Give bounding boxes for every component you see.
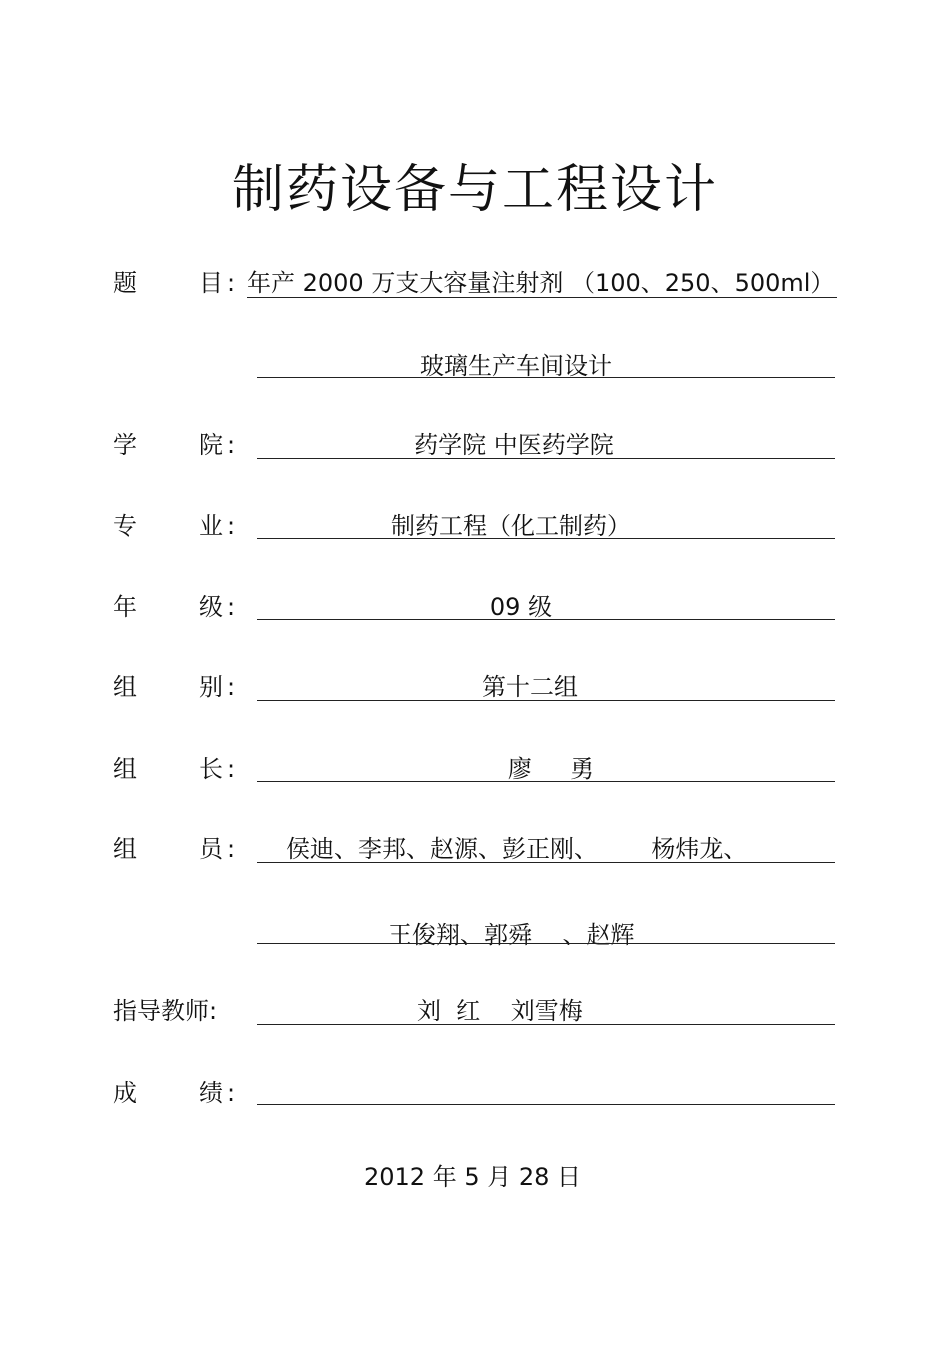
advisor-label-text: 指导教师: [113, 997, 218, 1025]
members-value-line1: 侯迪、李邦、赵源、彭正刚、 杨炜龙、 [286, 835, 748, 863]
grade-label-colon: : [227, 593, 236, 621]
college-value: 药学院 中医药学院 [414, 431, 614, 459]
leader-label-char1: 组 [113, 755, 137, 783]
members-value-line2: 王俊翔、郭舜 、赵辉 [388, 921, 635, 949]
topic-underline-1 [247, 297, 837, 298]
score-label-char1: 成 [113, 1079, 137, 1107]
leader-label-colon: : [227, 755, 236, 783]
topic-value-line1: 年产 2000 万支大容量注射剂 （100、250、500ml） [247, 269, 835, 297]
leader-label-char2: 长 [199, 755, 223, 783]
group-value: 第十二组 [482, 673, 578, 701]
advisor-underline [257, 1024, 835, 1025]
major-label-colon: : [227, 512, 236, 540]
members-underline-2 [257, 943, 835, 944]
college-label-char1: 学 [113, 431, 137, 459]
leader-value: 廖 勇 [507, 755, 595, 783]
grade-label-char2: 级 [199, 593, 223, 621]
major-value: 制药工程（化工制药） [391, 512, 631, 540]
score-underline [257, 1104, 835, 1105]
score-label-char2: 绩 [199, 1079, 223, 1107]
major-underline [257, 538, 835, 539]
document-date: 2012 年 5 月 28 日 [363, 1163, 582, 1191]
group-label-colon: : [227, 673, 236, 701]
topic-label-char1: 题 [113, 269, 137, 297]
document-title: 制药设备与工程设计 [231, 160, 718, 220]
topic-label-char2: 目 [199, 269, 223, 297]
major-label-char1: 专 [113, 512, 137, 540]
members-label-char2: 员 [199, 835, 223, 863]
members-label-char1: 组 [113, 835, 137, 863]
members-underline-1 [257, 862, 835, 863]
group-label-char2: 别 [199, 673, 223, 701]
college-label-colon: : [227, 431, 236, 459]
college-label-char2: 院 [199, 431, 223, 459]
college-underline [257, 458, 835, 459]
grade-underline [257, 619, 835, 620]
topic-label-colon: : [227, 269, 236, 297]
grade-value: 09 级 [489, 593, 553, 621]
score-label-colon: : [227, 1079, 236, 1107]
topic-underline-2 [257, 377, 835, 378]
topic-value-line2: 玻璃生产车间设计 [420, 352, 612, 380]
major-label-char2: 业 [199, 512, 223, 540]
group-underline [257, 700, 835, 701]
grade-label-char1: 年 [113, 593, 137, 621]
members-label-colon: : [227, 835, 236, 863]
leader-underline [257, 781, 835, 782]
advisor-value: 刘 红 刘雪梅 [417, 997, 583, 1025]
group-label-char1: 组 [113, 673, 137, 701]
